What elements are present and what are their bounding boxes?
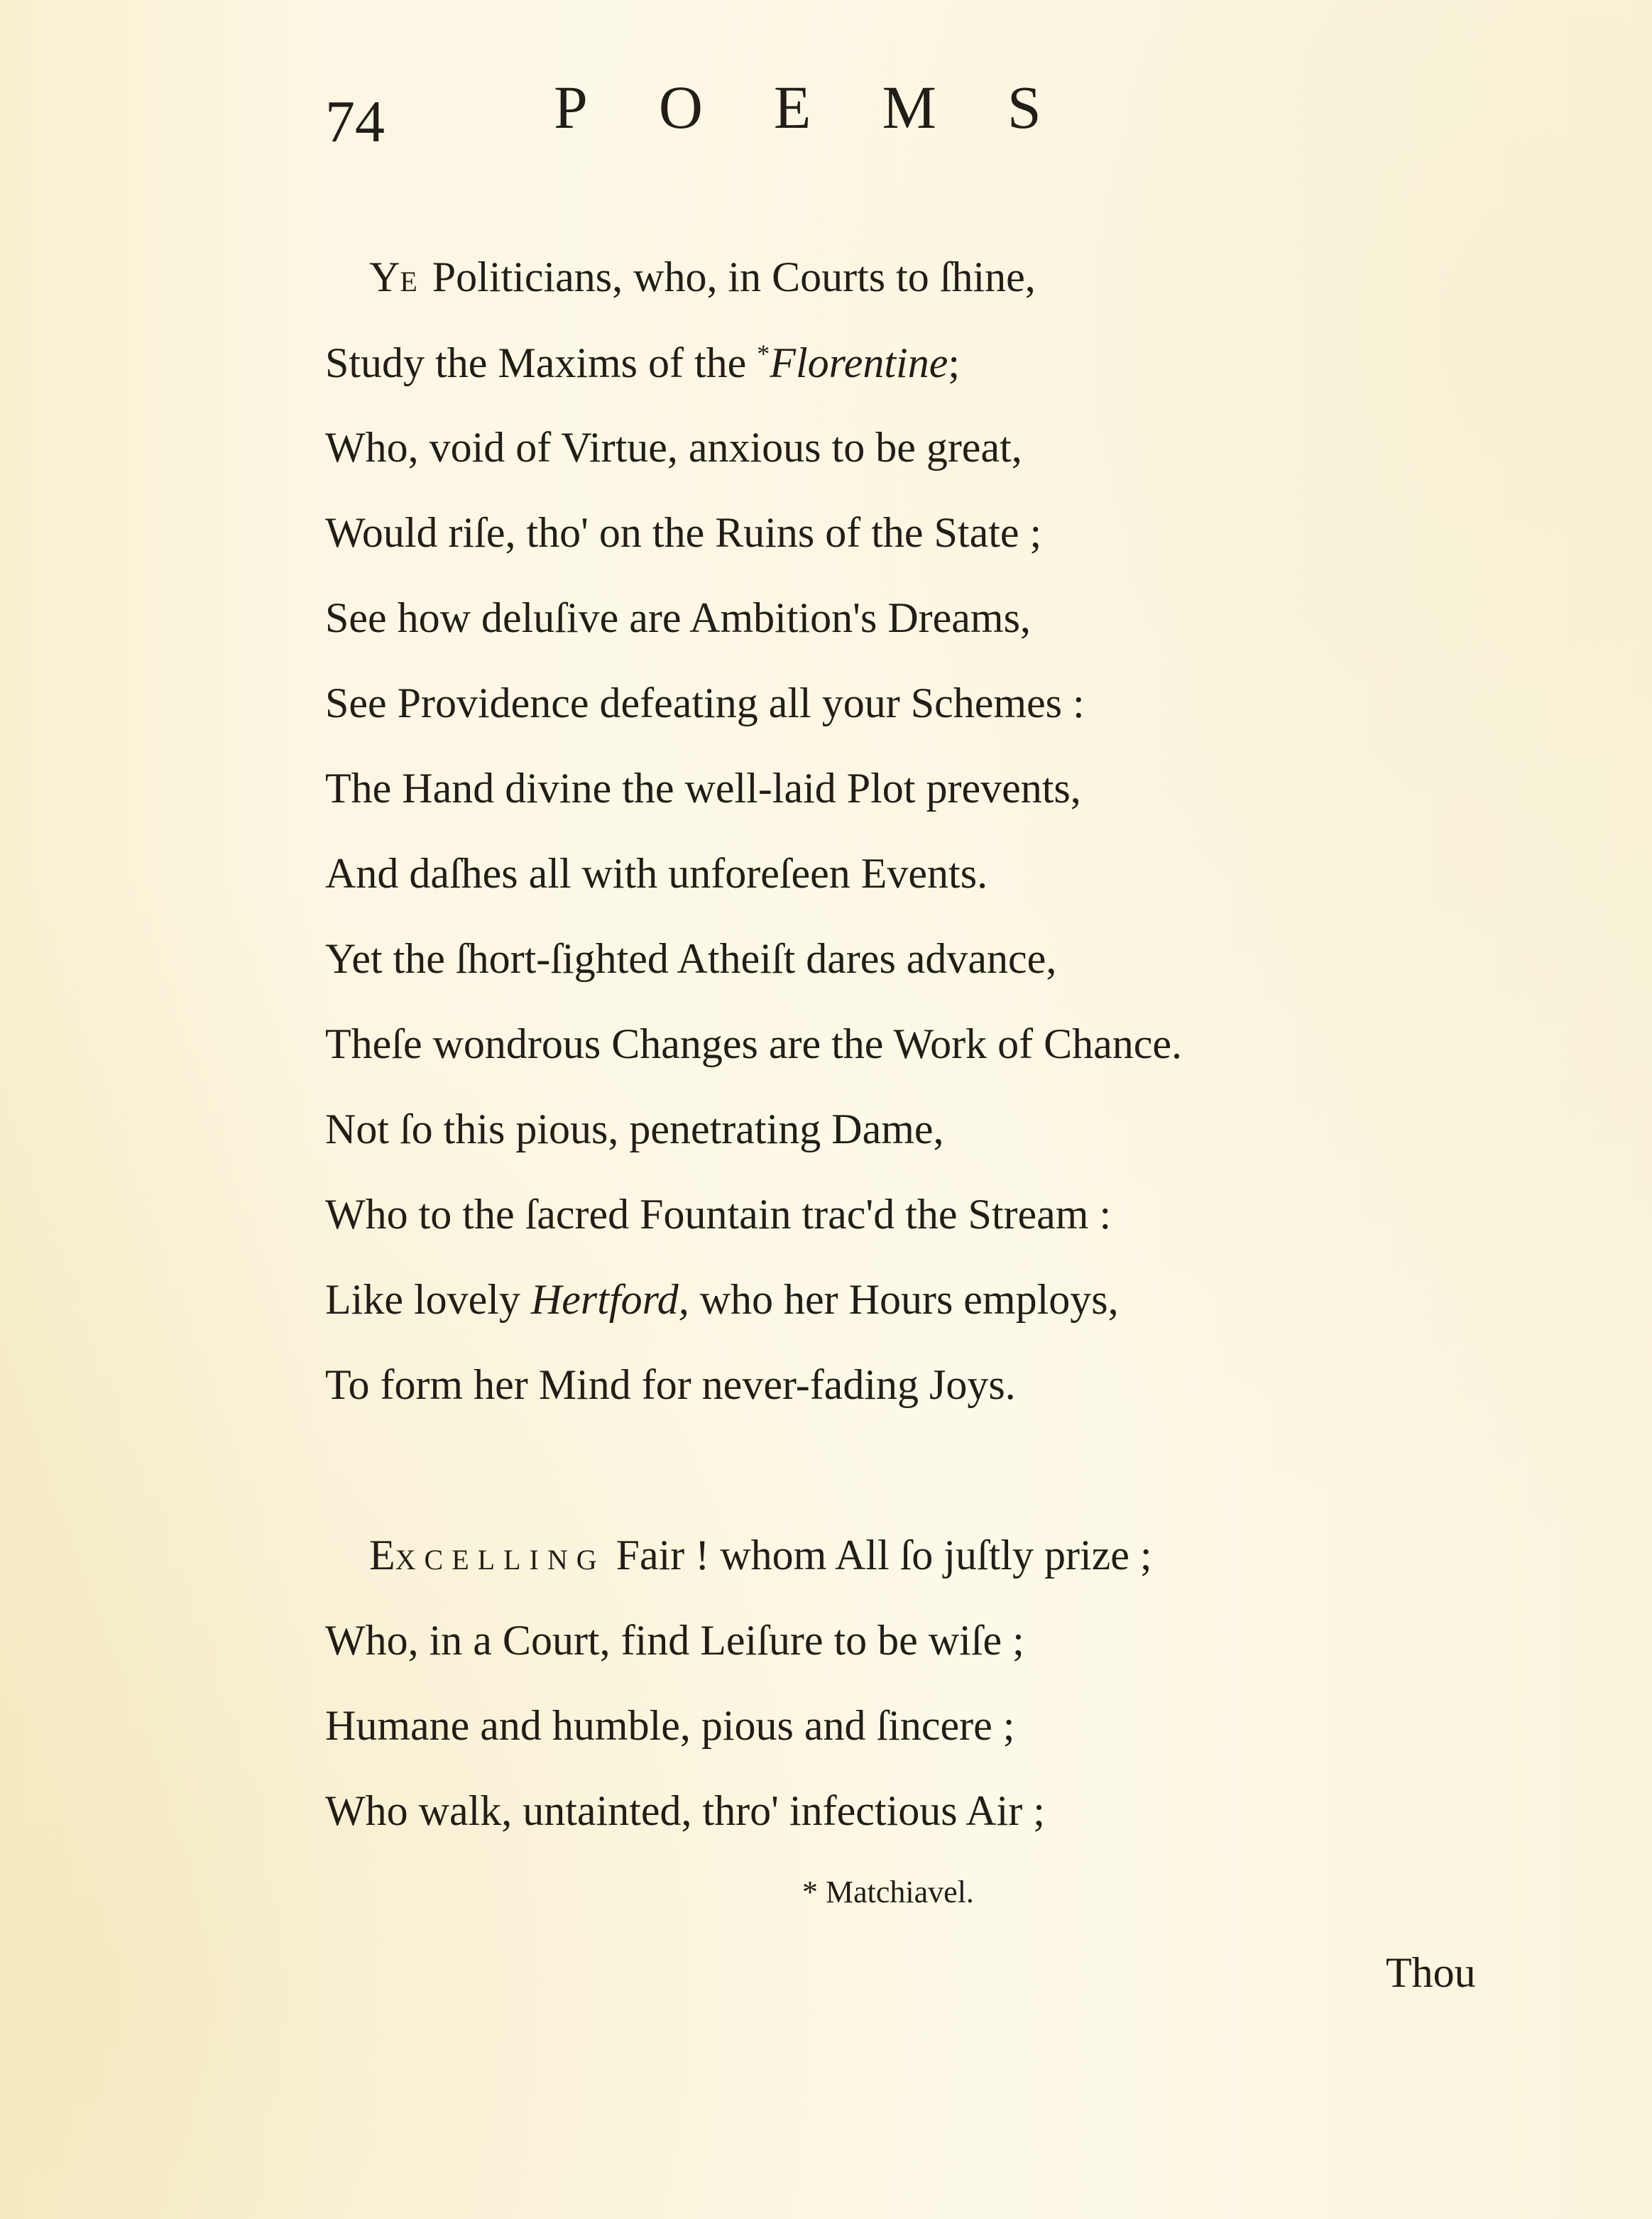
poem-line-3: Humane and humble, pious and ſincere ; xyxy=(325,1702,1015,1749)
drop-initial: Y xyxy=(369,253,400,300)
poem-line-13 xyxy=(325,1278,1119,1321)
poem-line-4: Who walk, untainted, thro' infectious Air ; xyxy=(325,1787,1045,1834)
line-text: Politicians, who, in Courts to ſhine, xyxy=(421,253,1036,300)
poem-line-7: The Hand divine the well-laid Plot prevents, xyxy=(325,765,1081,812)
drop-initial: E xyxy=(369,1532,395,1579)
italic-name: Hertford, xyxy=(530,1276,689,1323)
poem-line-2 xyxy=(325,341,960,384)
poem-line-12: Who to the ſacred Fountain trac'd the Stream : xyxy=(325,1191,1112,1238)
line-text: ; xyxy=(948,339,961,386)
poem-line-4: Would riſe, tho' on the Ruins of the State ; xyxy=(325,509,1042,556)
poem-line-11: Not ſo this pious, penetrating Dame, xyxy=(325,1106,944,1152)
footnote: * Matchiavel. xyxy=(802,1875,974,1909)
page-number: 74 xyxy=(325,89,385,155)
small-caps: E xyxy=(400,266,422,298)
poem-line-1 xyxy=(369,1532,1152,1579)
line-text: who her Hours employs, xyxy=(689,1276,1119,1323)
poem-line-3: Who, void of Virtue, anxious to be great, xyxy=(325,424,1022,471)
poem-line-8: And daſhes all with unforeſeen Events. xyxy=(325,850,988,897)
poem-line-5: See how deluſive are Ambition's Dreams, xyxy=(325,594,1031,641)
poem-line-6: See Providence defeating all your Schemes : xyxy=(325,680,1085,726)
poem-line-10: Theſe wondrous Changes are the Work of Chance. xyxy=(325,1020,1183,1067)
poem-line-14: To form her Mind for never-fading Joys. xyxy=(325,1361,1016,1408)
line-text: Fair ! whom All ſo juſtly prize ; xyxy=(605,1532,1152,1579)
italic-name: Florentine xyxy=(770,339,948,386)
catchword: Thou xyxy=(1386,1949,1476,1996)
running-head: POEMS xyxy=(554,73,1112,141)
footnote-marker: * xyxy=(757,339,770,368)
line-text: Study the Maxims of the xyxy=(325,339,757,386)
small-caps: XCELLING xyxy=(395,1544,606,1576)
poem-line-9: Yet the ſhort-ſighted Atheiſt dares advance, xyxy=(325,935,1057,982)
poem-line-2: Who, in a Court, find Leiſure to be wiſe ; xyxy=(325,1617,1024,1664)
poem-line-1 xyxy=(369,253,1036,300)
line-text: Like lovely xyxy=(325,1276,531,1323)
